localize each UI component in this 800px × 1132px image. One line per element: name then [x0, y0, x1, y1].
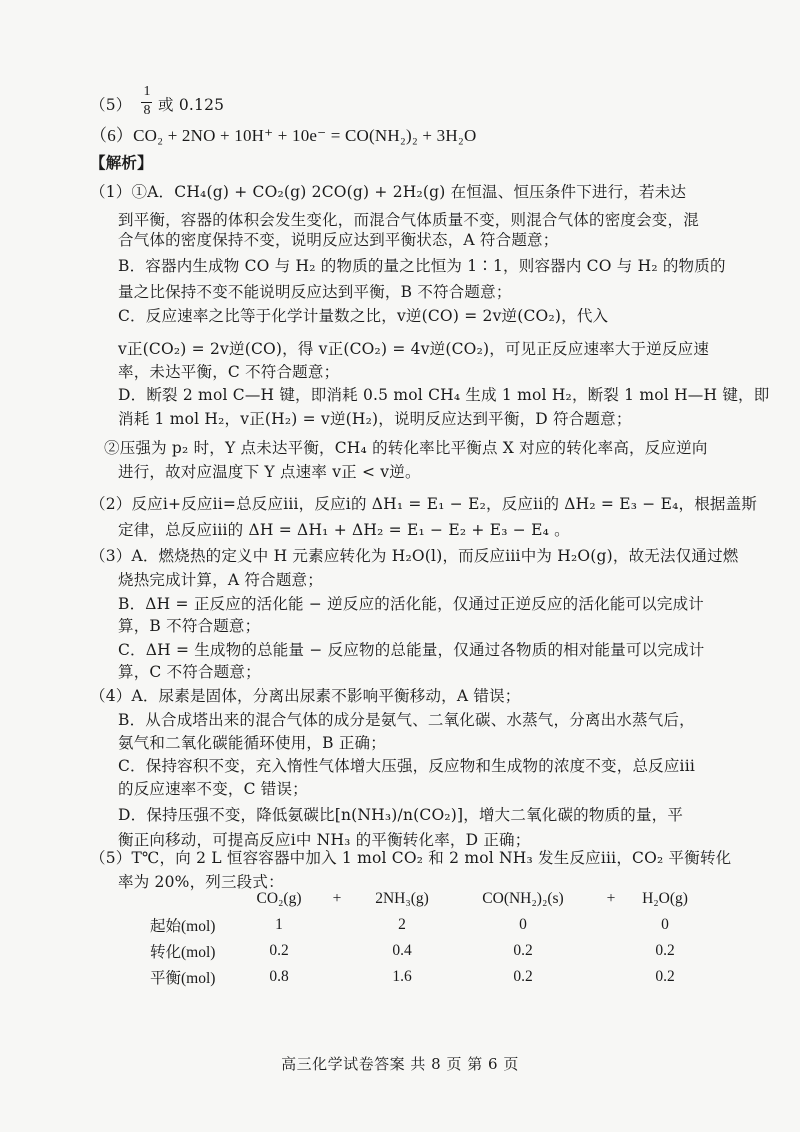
- table-row: [150, 912, 704, 938]
- row-label: 转化(mol): [150, 944, 216, 961]
- answer-5-text: 或 0.125: [158, 96, 225, 114]
- p1-a-line3: 合气体的密度保持不变，说明反应达到平衡状态，A 符合题意；: [118, 231, 559, 249]
- table-cell: 2: [398, 916, 406, 933]
- table-cell: 1: [275, 916, 283, 933]
- p1-c-line2: v正(CO₂) = 2v逆(CO)，得 v正(CO₂) = 4v逆(CO₂)，可见正反应速率大于逆反应速: [118, 340, 710, 358]
- p4-c-line2: 的反应速率不变，C 错误；: [118, 780, 308, 798]
- p1-e-line1: ②压强为 p₂ 时，Y 点未达平衡，CH₄ 的转化率比平衡点 X 对应的转化率高，反应逆向: [104, 439, 708, 457]
- p4-b-line2: 氨气和二氧化碳能循环使用，B 正确；: [118, 734, 386, 752]
- table-cell: 0.4: [392, 942, 412, 959]
- table-header: +: [606, 890, 616, 907]
- table-header: H₂O(g): [642, 890, 688, 907]
- p4-c-line1: C．保持容积不变，充入惰性气体增大压强，反应物和生成物的浓度不变，总反应iii: [118, 757, 696, 775]
- table-row: [150, 964, 704, 990]
- page-footer: 高三化学试卷答案 共 8 页 第 6 页: [281, 1055, 519, 1073]
- table-cell: 0.2: [269, 942, 289, 959]
- table-header-row: [150, 886, 704, 912]
- p3-c-line2: 算，C 不符合题意；: [118, 663, 261, 681]
- table-header: 2NH₃(g): [375, 890, 429, 907]
- p1-d-line2: 消耗 1 mol H₂，v正(H₂) = v逆(H₂)，说明反应达到平衡，D 符合题意；: [118, 410, 632, 428]
- answer-5-label: （5）: [90, 96, 132, 114]
- p5-line2: 率为 20%，列三段式：: [118, 873, 284, 891]
- p1-a-line1: （1）①A．CH₄(g) + CO₂(g) 2CO(g) + 2H₂(g) 在恒温、恒压条件下进行，若未达: [90, 183, 687, 201]
- p1-e-line2: 进行，故对应温度下 Y 点速率 v正 < v逆。: [118, 463, 421, 481]
- table-header: CO(NH₂)₂(s): [482, 890, 564, 907]
- table-cell: 0.2: [655, 968, 675, 985]
- p4-a: （4）A．尿素是固体，分离出尿素不影响平衡移动，A 错误；: [90, 687, 521, 705]
- table-cell: 0: [519, 916, 527, 933]
- p1-c-line1: C．反应速率之比等于化学计量数之比，v逆(CO) = 2v逆(CO₂)，代入: [118, 307, 609, 325]
- table-cell: 1.6: [392, 968, 412, 985]
- answer-6-equation: （6）CO₂ + 2NO + 10H⁺ + 10e⁻ = CO(NH₂)₂ + 3H₂O: [90, 126, 477, 145]
- p4-d-line1: D．保持压强不变，降低氨碳比[n(NH₃)/n(CO₂)]，增大二氧化碳的物质的量，平: [118, 806, 684, 824]
- p1-a-line2: 到平衡，容器的体积会发生变化，而混合气体质量不变，则混合气体的密度会变，混: [118, 211, 699, 229]
- row-label: 平衡(mol): [150, 970, 216, 987]
- p4-d-line2: 衡正向移动，可提高反应i中 NH₃ 的平衡转化率，D 正确；: [118, 831, 531, 849]
- p2-line1: （2）反应i+反应ii=总反应iii，反应i的 ΔH₁ = E₁ − E₂，反应ii的 ΔH₂ = E₃ − E₄，根据盖斯: [90, 495, 758, 513]
- table-header: +: [332, 890, 342, 907]
- table-cell: 0.2: [513, 942, 533, 959]
- p4-b-line1: B．从合成塔出来的混合气体的成分是氨气、二氧化碳、水蒸气，分离出水蒸气后，: [118, 711, 695, 729]
- answer-5-numerator: 1: [143, 84, 151, 99]
- table-cell: 0: [661, 916, 669, 933]
- table-cell: 0.8: [269, 968, 289, 985]
- p2-line2: 定律，总反应iii的 ΔH = ΔH₁ + ΔH₂ = E₁ − E₂ + E₃ − E₄ 。: [118, 521, 570, 539]
- analysis-header: 【解析】: [90, 153, 153, 172]
- three-stage-table: [150, 886, 704, 990]
- p1-d-line1: D．断裂 2 mol C—H 键，即消耗 0.5 mol CH₄ 生成 1 mol H₂，断裂 1 mol H—H 键，即: [118, 386, 770, 404]
- answer-5-denominator: 8: [143, 103, 151, 118]
- p3-a-line1: （3）A．燃烧热的定义中 H 元素应转化为 H₂O(l)，而反应iii中为 H₂O(g)，故无法仅通过燃: [90, 547, 739, 565]
- table-row: [150, 938, 704, 964]
- table-cell: 0.2: [513, 968, 533, 985]
- p1-c-line3: 率，未达平衡，C 不符合题意；: [118, 363, 340, 381]
- table-header: CO₂(g): [256, 890, 302, 907]
- p3-b-line2: 算，B 不符合题意；: [118, 617, 261, 635]
- row-label: 起始(mol): [150, 918, 216, 935]
- p3-b-line1: B．ΔH = 正反应的活化能 − 逆反应的活化能，仅通过正逆反应的活化能可以完成计: [118, 595, 704, 613]
- p1-b-line1: B．容器内生成物 CO 与 H₂ 的物质的量之比恒为 1∶1，则容器内 CO 与 H₂ 的物质的: [118, 257, 726, 275]
- p3-c-line1: C．ΔH = 生成物的总能量 − 反应物的总能量，仅通过各物质的相对能量可以完成计: [118, 641, 705, 659]
- p1-b-line2: 量之比保持不变不能说明反应达到平衡，B 不符合题意；: [118, 283, 512, 301]
- table-cell: 0.2: [655, 942, 675, 959]
- p5-line1: （5）T℃，向 2 L 恒容容器中加入 1 mol CO₂ 和 2 mol NH₃ 发生反应iii，CO₂ 平衡转化: [90, 849, 732, 867]
- p3-a-line2: 烧热完成计算，A 符合题意；: [118, 571, 323, 589]
